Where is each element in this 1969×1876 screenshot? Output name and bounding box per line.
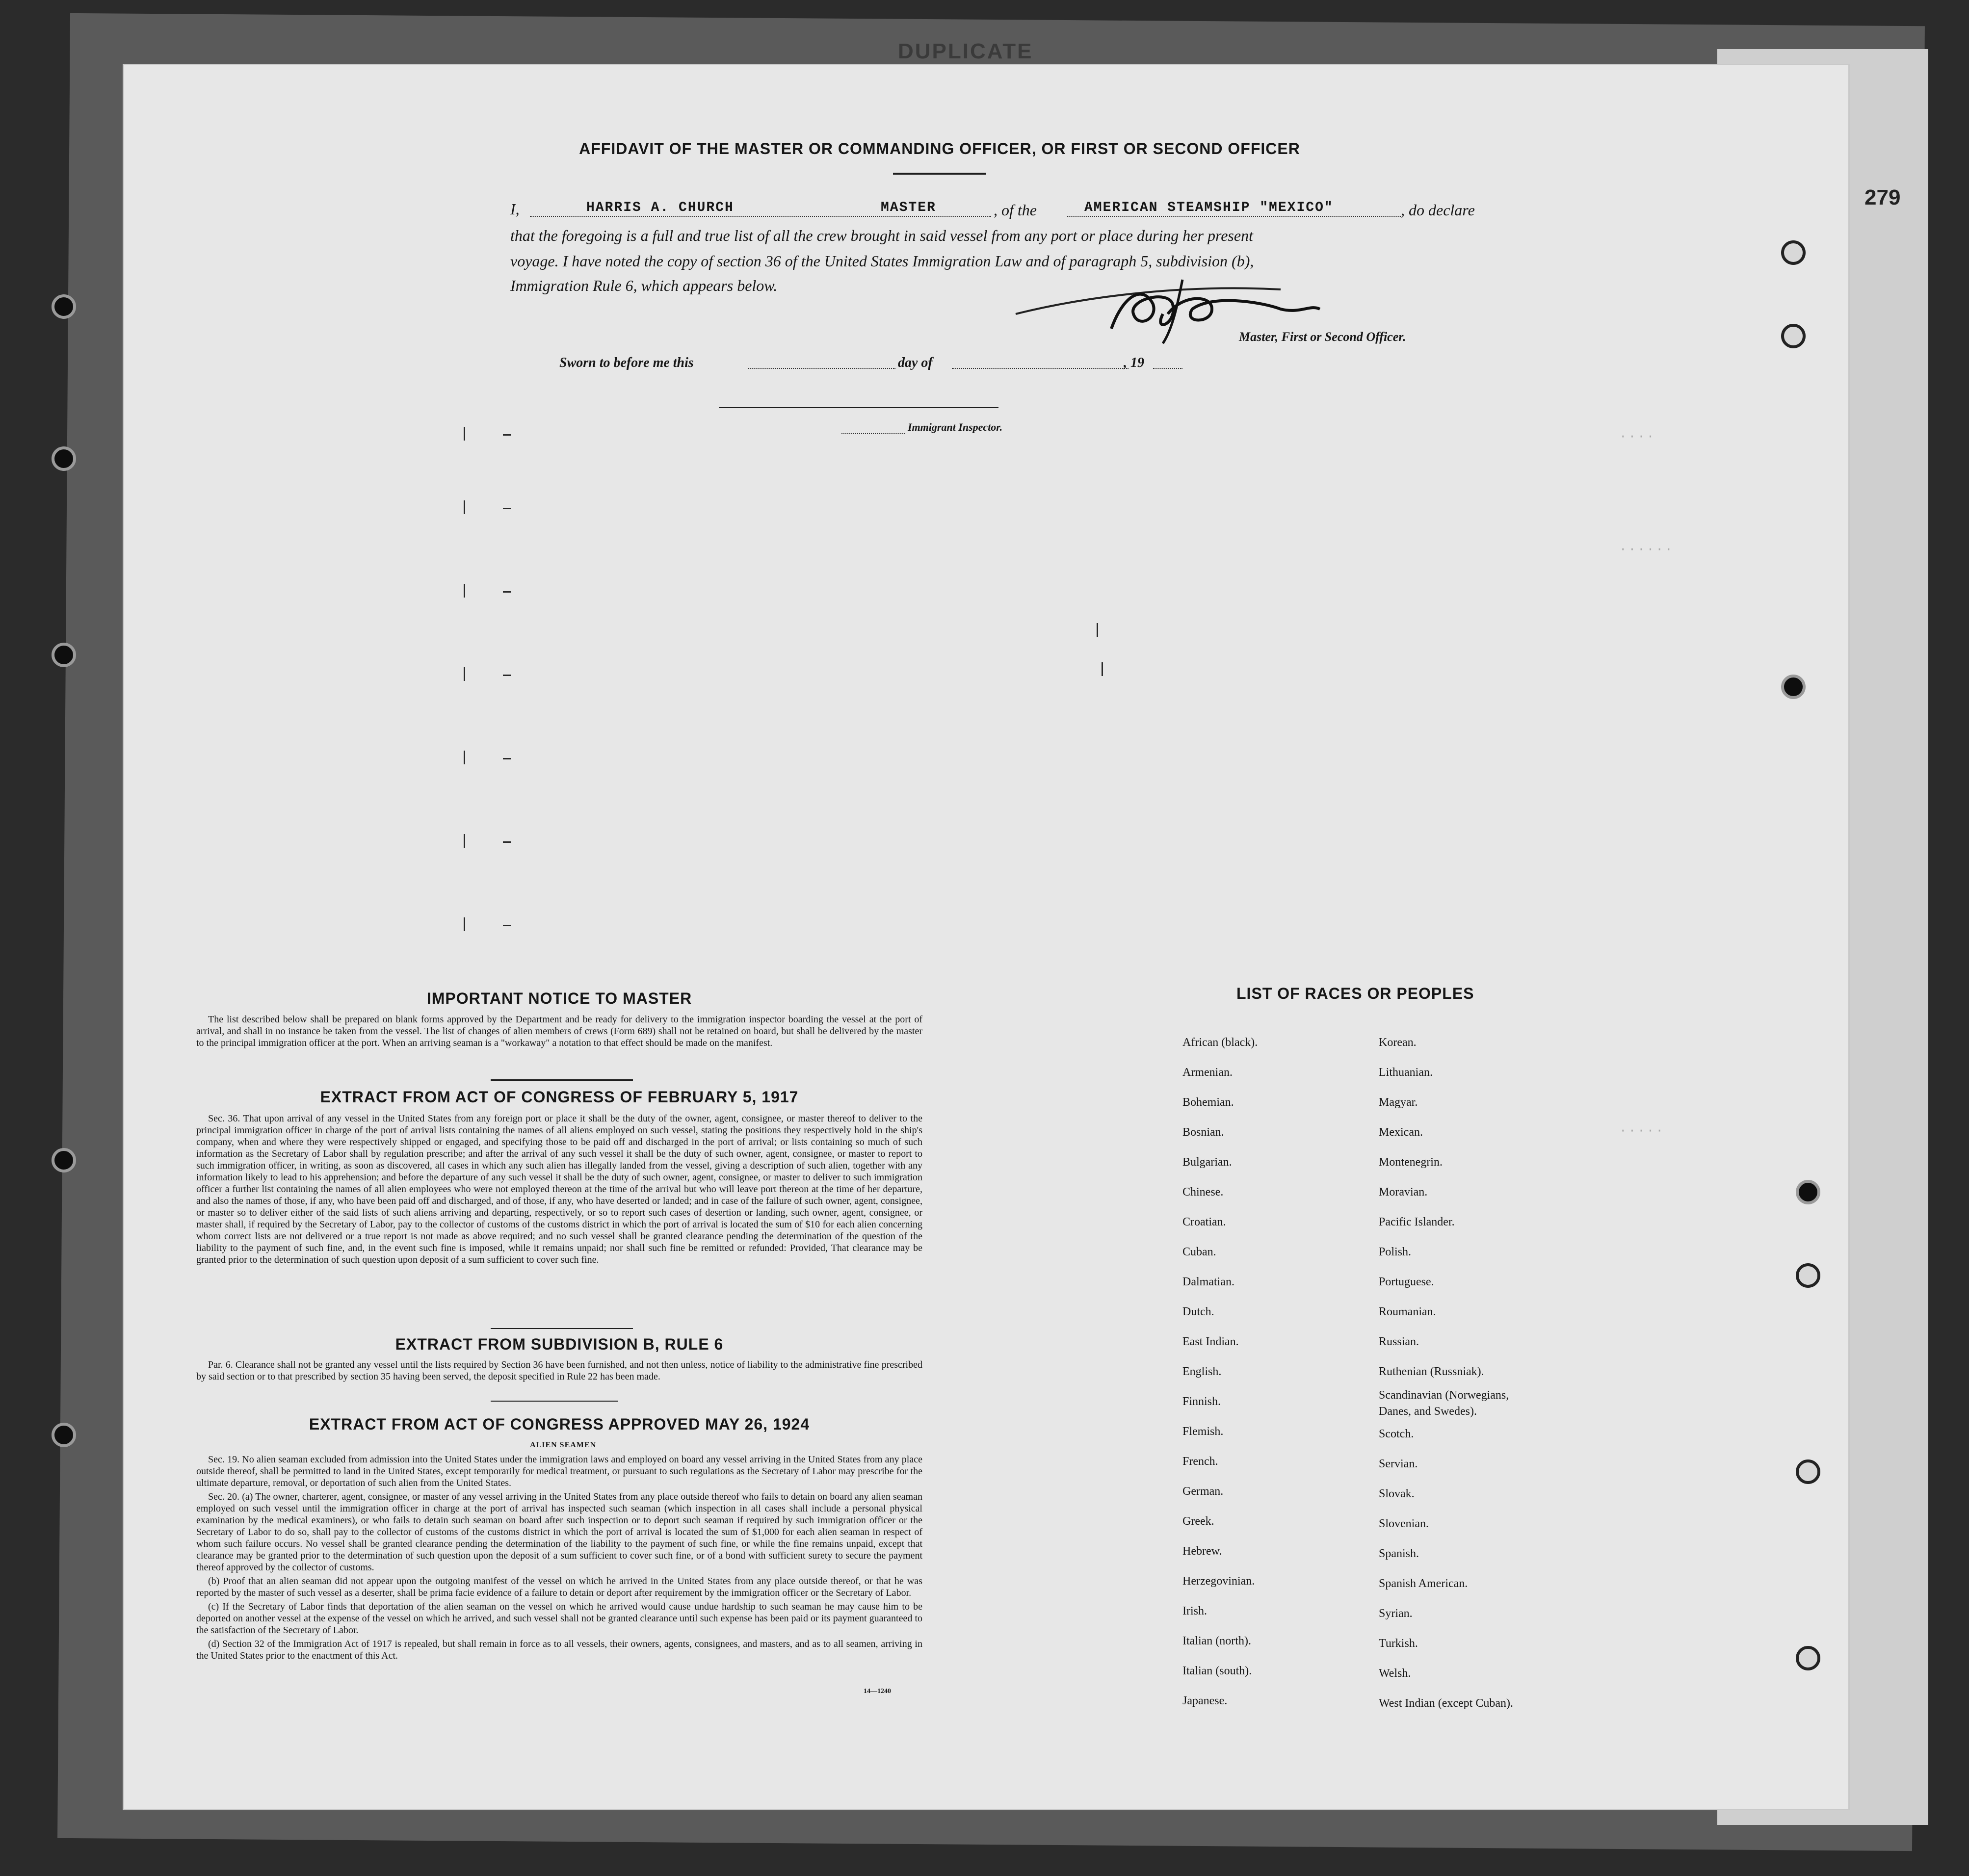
section-rule (491, 1328, 633, 1329)
tick-mark (464, 584, 465, 598)
sec-19-paragraph: Sec. 19. No alien seaman excluded from admission into the United States under the immigration laws and employed on board any vessel arriving in the United States from any place outside thereof, shall be permitted to land in the United States, except temporarily for medical treatment, or pursuant to such regulations as the Secretary of Labor may prescribe for the ultimate departure, removal, or deportation of such alien from the United States. (196, 1454, 922, 1488)
year-line (1153, 368, 1182, 369)
extract-1917-title: EXTRACT FROM ACT OF CONGRESS OF FEBRUARY 5, 1917 (320, 1088, 799, 1106)
tick-mark (1097, 623, 1098, 637)
race-item: East Indian. (1182, 1335, 1239, 1348)
race-item: Scotch. (1379, 1428, 1414, 1440)
tick-mark (464, 667, 465, 681)
race-item: Flemish. (1182, 1425, 1224, 1438)
race-item: Pacific Islander. (1379, 1216, 1455, 1228)
declaration-line-3: voyage. I have noted the copy of section 36 of the United States Immigration Law and of paragraph 5, subdivision (b), (510, 252, 1254, 270)
sec-20c-paragraph: (c) If the Secretary of Labor finds that deportation of the alien seaman on the vessel on which he arrived would cause undue hardship to such seaman he may cause him to be deported on another vessel at the expense of the vessel on which he arrived, and such vessel shall not be granted clearance until such expense has been paid or its payment guaranteed to the satisfaction of the Secretary of Labor. (196, 1601, 922, 1636)
races-title: LIST OF RACES OR PEOPLES (1236, 985, 1474, 1002)
race-item: Mexican. (1379, 1126, 1423, 1139)
dash-mark (503, 841, 511, 843)
race-item: Slovak. (1379, 1487, 1415, 1500)
race-item: Welsh. (1379, 1667, 1411, 1680)
bleed-through-text: ······ (1619, 542, 1674, 557)
tick-mark (1102, 662, 1103, 676)
sworn-label: Sworn to before me this (559, 355, 694, 370)
race-item: Turkish. (1379, 1637, 1418, 1650)
race-item: Syrian. (1379, 1607, 1413, 1620)
races-left-column (1182, 1028, 1258, 1716)
year-label: , 19 (1124, 355, 1144, 370)
race-item: Danes, and Swedes). (1379, 1405, 1477, 1418)
rule6-paragraph: Par. 6. Clearance shall not be granted any vessel until the lists required by Section 36 have been furnished, and not then unless, notice of liability to the administrative fine prescribed by said section or to that prescribed by section 35 having been served, the deposit specified in Rule 22 has been made. (196, 1359, 922, 1382)
binder-hole-icon (1781, 240, 1806, 265)
vessel-name: AMERICAN STEAMSHIP "MEXICO" (1084, 200, 1334, 215)
race-item: Greek. (1182, 1515, 1214, 1528)
dash-mark (503, 758, 511, 759)
notice-title: IMPORTANT NOTICE TO MASTER (426, 990, 692, 1007)
tick-mark (464, 500, 465, 514)
race-item: Roumanian. (1379, 1305, 1436, 1318)
dash-mark (503, 925, 511, 926)
affidavit-title: AFFIDAVIT OF THE MASTER OR COMMANDING OFFICER, OR FIRST OR SECOND OFFICER (579, 140, 1300, 157)
sec-20d-paragraph: (d) Section 32 of the Immigration Act of 1917 is repealed, but shall remain in force as to all vessels, their owners, agents, consignees, and masters, and as to all seamen, arriving in the United States prior to the enactment of this Act. (196, 1639, 922, 1661)
sec-20b-paragraph: (b) Proof that an alien seaman did not appear upon the outgoing manifest of the vessel on which he arrived in the United States from any place outside thereof, or that he was reported by the master of such vessel as a deserter, shall be prima facie evidence of a failure to detain or deport after requirement by the immigration officer or the Secretary of Labor. (196, 1576, 922, 1598)
binder-hole-icon (1781, 675, 1806, 699)
race-item: Ruthenian (Russniak). (1379, 1365, 1484, 1378)
race-item: Italian (south). (1182, 1665, 1252, 1677)
dash-mark (503, 434, 511, 436)
i-label: I, (510, 200, 520, 218)
extract-1924-title: EXTRACT FROM ACT OF CONGRESS APPROVED MAY 26, 1924 (309, 1415, 810, 1433)
race-item: Magyar. (1379, 1096, 1418, 1109)
race-item: Bosnian. (1182, 1126, 1224, 1139)
alien-seamen-subtitle: ALIEN SEAMEN (530, 1441, 597, 1449)
page-number: 279 (1864, 185, 1901, 209)
of-the-label: , of the (994, 201, 1037, 219)
race-item: Korean. (1379, 1036, 1417, 1049)
tick-mark (464, 751, 465, 764)
tick-mark (464, 427, 465, 441)
dash-mark (503, 508, 511, 509)
name-line (530, 216, 991, 217)
race-item: Armenian. (1182, 1066, 1233, 1079)
race-item: French. (1182, 1455, 1218, 1468)
tick-mark (464, 917, 465, 931)
do-declare-label: , do declare (1401, 201, 1475, 219)
binder-hole-icon (52, 643, 76, 667)
binder-hole-icon (1796, 1646, 1820, 1670)
sworn-date-line (748, 368, 895, 369)
race-item: Moravian. (1379, 1186, 1428, 1199)
race-item: Portuguese. (1379, 1276, 1434, 1288)
race-item: English. (1182, 1365, 1222, 1378)
binder-hole-icon (1796, 1180, 1820, 1204)
race-item: Lithuanian. (1379, 1066, 1433, 1079)
declaration-line-2: that the foregoing is a full and true list of all the crew brought in said vessel from any port or place during her present (510, 227, 1253, 244)
race-item: Herzegovinian. (1182, 1575, 1255, 1588)
binder-hole-icon (1796, 1459, 1820, 1484)
race-item: Japanese. (1182, 1694, 1228, 1707)
race-item: Cuban. (1182, 1246, 1216, 1258)
binder-hole-icon (52, 1148, 76, 1172)
race-item: Russian. (1379, 1335, 1419, 1348)
race-item: Finnish. (1182, 1395, 1221, 1408)
tick-mark (464, 834, 465, 848)
master-name: HARRIS A. CHURCH (586, 200, 734, 215)
binder-hole-icon (1781, 324, 1806, 348)
race-item: Dalmatian. (1182, 1276, 1234, 1288)
title-rule (893, 173, 986, 175)
inspector-line (841, 433, 905, 434)
inspector-signature-line (719, 407, 998, 408)
race-item: Montenegrin. (1379, 1156, 1443, 1169)
race-item: Italian (north). (1182, 1635, 1251, 1647)
extract-rule6-title: EXTRACT FROM SUBDIVISION B, RULE 6 (395, 1335, 724, 1353)
notice-paragraph: The list described below shall be prepared on blank forms approved by the Department and be ready for delivery to the immigration inspector boarding the vessel at the port of arrival, and shall in no instance be taken from the vessel. The list of changes of alien members of crews (Form 689) shall not be retained on board, but shall be delivered by the master to the principal immigration officer at the port. When an arriving seaman is a "workaway" a notation to that effect should be made on the manifest. (196, 1014, 922, 1048)
race-item: Croatian. (1182, 1216, 1226, 1228)
sec-20a-paragraph: Sec. 20. (a) The owner, charterer, agent, consignee, or master of any vessel arriving in the United States from any place outside thereof who fails to detain on board any alien seaman employed on such vessel until the immigration officer in charge at the port of arrival has inspected such seaman (which inspection in all cases shall include a personal physical examination by the medical examiners), or who fails to detain such seaman on board after such inspection or to deport such seaman if required by such immigration officer or the Secretary of Labor to do so, shall pay to the collector of customs of the customs district in which the port of arrival is located the sum of $1,000 for each alien seaman in respect of whom such failure occurs. No vessel shall be granted clearance pending the determination of the liability to the payment of such fine, or while the fine remains unpaid, except that clearance may be granted prior to the determination of such question upon the deposit of a sum sufficient to cover such fine, or of a bond with sufficient surety to secure the payment thereof approved by the collector of customs. (196, 1491, 922, 1573)
race-item: Scandinavian (Norwegians, (1379, 1389, 1509, 1402)
month-line (952, 368, 1129, 369)
inspector-caption: Immigrant Inspector. (908, 421, 1003, 433)
section-36-paragraph: Sec. 36. That upon arrival of any vessel in the United States from any foreign port or place it shall be the duty of the owner, agent, consignee, or master thereof to deliver to the principal immigration officer in charge of the port of arrival lists containing the names of all aliens employed on such vessel, stating the positions they respectively hold in the ship's company, when and where they were respectively shipped or engaged, and specifying those to be paid off and discharged in the port of arrival; or lists containing so much of such information as the Secretary of Labor shall by regulation prescribe; and after the arrival of any such vessel it shall be the duty of such owner, agent, consignee, or master to report to such immigration officer, in writing, as soon as discovered, all cases in which any such alien has illegally landed from the vessel, giving a description of such alien, together with any information likely to lead to his apprehension; and before the departure of any such vessel it shall be the duty of such owner, agent, consignee, or master to deliver to such immigration officer a further list containing the names of all alien employees who were not employed thereon at the time of the arrival but who will leave port thereon at the time of her departure, and also the names of those, if any, who have been paid off and discharged, and of those, if any, who have deserted or landed; and in case of the failure of such owner, agent, consignee, or master so to deliver either of the said lists of such aliens arriving and departing, respectively, or so to report such cases of desertion or landing, such owner, agent, consignee, or master shall, if required by the Secretary of Labor, pay to the collector of customs of the customs district in which the port of arrival is located the sum of $10 for each alien concerning whom correct lists are not delivered or a true report is not made as above required; and no such vessel shall be granted clearance pending the determination of the question of the liability to the payment of such fine, and, in the event such fine is imposed, while it remains unpaid; nor shall such fine be remitted or refunded: Provided, That clearance may be granted prior to the determination of such question upon deposit of a sum sufficient to cover such fine. (196, 1113, 922, 1265)
race-item: African (black). (1182, 1036, 1258, 1049)
extract-1924-text (196, 1454, 922, 1664)
race-item: Slovenian. (1379, 1517, 1429, 1530)
race-item: Spanish American. (1379, 1577, 1468, 1590)
race-item: West Indian (except Cuban). (1379, 1697, 1513, 1710)
extract-1917-text (196, 1113, 922, 1268)
bleed-through-text: ···· (1619, 429, 1656, 444)
duplicate-stamp: DUPLICATE (898, 39, 1033, 63)
form-number: 14—1240 (864, 1688, 891, 1695)
extract-rule6-text (196, 1359, 922, 1384)
race-item: Hebrew. (1182, 1545, 1222, 1558)
section-rule (491, 1079, 633, 1081)
race-item: Spanish. (1379, 1547, 1419, 1560)
race-item: Irish. (1182, 1605, 1207, 1617)
section-rule (491, 1401, 618, 1402)
races-right-column (1379, 1028, 1513, 1719)
binder-hole-icon (52, 446, 76, 471)
day-of-label: day of (898, 355, 933, 370)
vessel-line (1067, 216, 1401, 217)
bleed-through-text: ····· (1619, 1123, 1665, 1138)
master-rank: MASTER (881, 200, 936, 215)
race-item: Bohemian. (1182, 1096, 1234, 1109)
dash-mark (503, 591, 511, 593)
race-item: Bulgarian. (1182, 1156, 1232, 1169)
race-item: Polish. (1379, 1246, 1412, 1258)
dash-mark (503, 675, 511, 676)
race-item: Chinese. (1182, 1186, 1224, 1199)
binder-hole-icon (52, 1423, 76, 1447)
race-item: German. (1182, 1485, 1224, 1498)
declaration-line-4: Immigration Rule 6, which appears below. (510, 277, 778, 294)
binder-hole-icon (1796, 1263, 1820, 1288)
race-item: Servian. (1379, 1458, 1418, 1470)
notice-text (196, 1014, 922, 1051)
binder-hole-icon (52, 294, 76, 319)
signature-caption: Master, First or Second Officer. (1239, 330, 1406, 344)
race-item: Dutch. (1182, 1305, 1214, 1318)
